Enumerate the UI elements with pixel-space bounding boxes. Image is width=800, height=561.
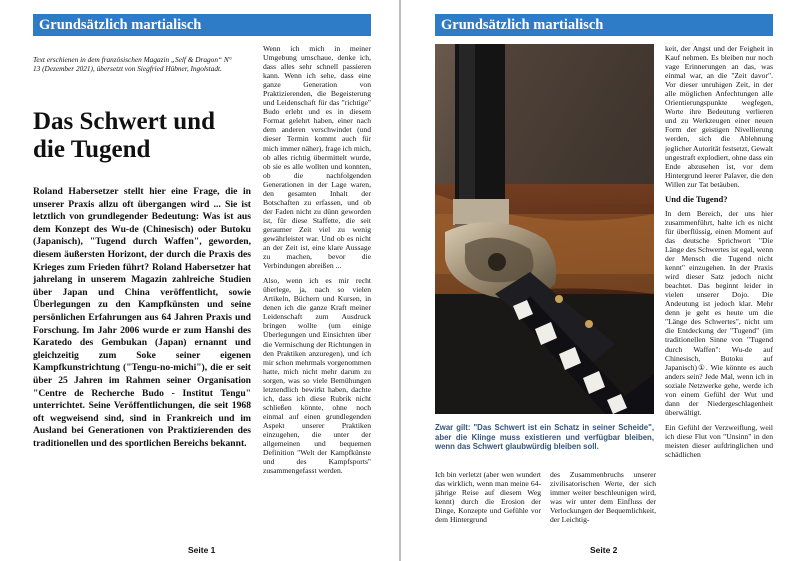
page-2	[402, 0, 800, 561]
photo-caption: Zwar gilt: "Das Schwert ist ein Schatz in seiner Scheide", aber die Klinge muss existieren und verfügbar bleiben, wenn das Schwert glaubwürdig bleiben soll.	[435, 423, 654, 452]
sword-illustration	[435, 44, 654, 414]
body-paragraph: Ich bin verletzt (aber wen wundert das wirklich, wenn man meine 64-jährige Reise auf diesem Weg kennt) durch die Erosion der Dinge, Konzepte und Gefühle vor dem Hintergrund	[435, 470, 541, 525]
lead-paragraph: Roland Habersetzer stellt hier eine Frage, die in unserer Praxis allzu oft übergangen wird ... Sie ist letztlich von grundlegender Bedeutung: Was ist aus dem Konzept des Wu-de (Chinesisch) oder Butoku (Japanisch), "Tugend durch Waffen", geworden, diesem äußersten Horizont, der durch die Praxis des Krieges zum Frieden führt? Roland Habersetzer hat jahrelang in unserem Magazin zahlreiche Studien über Japan und China veröffentlicht, sowie Überlegungen zu den Kampfkünsten und seine persönlichen Erfahrungen aus 64 Jahren Praxis und Forschung. Im Jahr 2006 wurde er zum Hanshi des Karatedo des Gembukan (Japan) ernannt und gleichzeitig zum Soke seiner eigenen Kampfkunstrichtung ("Tengu-no-michi"), die er seit über 25 Jahren im Rahmen seiner Organisation "Centre de Recherche Budo - Institut Tengu" unterrichtet. Seine Veröffentlichungen, die seit 1968 oft wegweisend sind, sind in Frankreich und im Ausland bei Generationen von Praktizierenden des traditionellen und des sportlichen Bereichs bekannt.	[33, 186, 251, 449]
page-number: Seite 1	[188, 545, 216, 555]
body-paragraph: In dem Bereich, der uns hier zusammenführt, halte ich es nicht für überflüssig, einen Moment auf das deutsche Sprichwort "Die Länge des Schwertes ist egal, wenn der Mensch die Tugend nicht kennt" einzugehen. In der Praxis wird dieser Satz jedoch nicht beachtet. Das beginnt leider in vielen unserer Dojo. Die Andeutung ist jedoch klar. Mehr denn je geht es heute um die "Länge des Schwertes", nicht um die Entdeckung der "Tugend" (im traditionellen Sinne von "Tugend durch Waffen": Wu-de auf Chinesisch, Butoku auf Japanisch)①. Wie könnte es auch anders sein? Jede Mal, wenn ich in soziale Netzwerke gehe, werde ich von einem Gefühl der Wut und dann der Niedergeschlagenheit überwältigt.	[665, 208, 773, 417]
body-paragraph: Ein Gefühl der Verzweiflung, weil ich diese Flut von "Unsinn" in den meisten dieser aufdringlichen und schädlichen	[665, 422, 773, 460]
page-1	[0, 0, 398, 561]
source-note: Text erschienen in dem französischen Magazin „Self & Dragon“ N° 13 (Dezember 2021), übersetzt von Siegfried Hübner, Ingolstadt.	[33, 55, 232, 73]
page-number: Seite 2	[590, 545, 618, 555]
section-header: Grundsätzlich martialisch	[435, 14, 773, 36]
sword-photo	[435, 44, 654, 414]
body-paragraph: Wenn ich mich in meiner Umgebung umschaue, denke ich, dass alles sehr schnell passieren kann. Wenn ich sehe, dass eine ganze Generation von Praktizierenden, die Begeisterung und Leidenschaft für das "richtige" Budo erlebt und es in diesem Format gelehrt haben, einer nach dem anderen verschwindet (und dieser Termin kommt auch für mich immer näher), frage ich mich, ob alles richtig übermittelt wurde, ob sie es alle wollten und konnten, ob die nachfolgenden Generationen in der Lage waren, den gesamten Inhalt der Botschaften zu erfassen, und ob der Faden nicht zu dünn geworden ist, für diese Staffette, die seit geraumer Zeit viel zu wenig gewährleistet war. Und ob es nicht an der Zeit ist, eine klare Aussage zu machen, bevor die Verbindungen abreißen ...	[263, 44, 371, 271]
body-paragraph: keit, der Angst und der Feigheit in Kauf nehmen. Es bleiben nur noch vage Erinnerungen an das, was einmal war, an die "Zeit davor". Vor dieser unruhigen Zeit, in der alle möglichen Anfechtungen alle Orientierungspunkte wegfegen, Worte ihre Bedeutung verlieren und zu Werkzeugen einer neuen Form der geistigen Nivellierung werden, sich die Ablehnung jeglicher Autorität festsetzt, Gewalt ungestraft explodiert, ohne dass ein Ende abzusehen ist, vor dem Hintergrund leerer Palaver, die den Willen zur Tat betäuben.	[665, 44, 773, 189]
article-headline: Das Schwert und die Tugend	[33, 108, 215, 163]
subheading: Und die Tugend?	[665, 193, 728, 204]
page-divider	[399, 0, 401, 561]
body-column	[435, 470, 541, 540]
section-header: Grundsätzlich martialisch	[33, 14, 371, 36]
body-column	[550, 470, 656, 540]
body-column	[263, 44, 371, 529]
body-paragraph: des Zusammenbruchs unserer zivilisatorischen Werte, der sich immer weiter beschleunigen wird, was wir unter dem Einfluss der Verlockungen der Bequemlichkeit, der Leichtig-	[550, 470, 656, 525]
body-column	[665, 44, 773, 529]
body-paragraph: Also, wenn ich es mir recht überlege, ja, nach so vielen Artikeln, Büchern und Kursen, in denen ich die ganze Kraft meiner Leidenschaft zum Ausdruck bringen wollte (um einige Überlegungen und Einsichten über die Vermischung der Richtungen in den Praktiken anzuregen), und ich mir schon mehrmals vorgenommen hatte, mich nicht mehr darum zu sorgen, was so viele Bemühungen letztendlich bewirkt haben, dachte ich, dass ich diese Rubrik nicht schließen könnte, ohne noch einmal auf einen grundlegenden Aspekt unserer Praktiken einzugehen, die unter der allgemeinen und bequemen Definition "Welt der Kampfkünste und des Kampfsports" zusammengefasst werden.	[263, 276, 371, 476]
